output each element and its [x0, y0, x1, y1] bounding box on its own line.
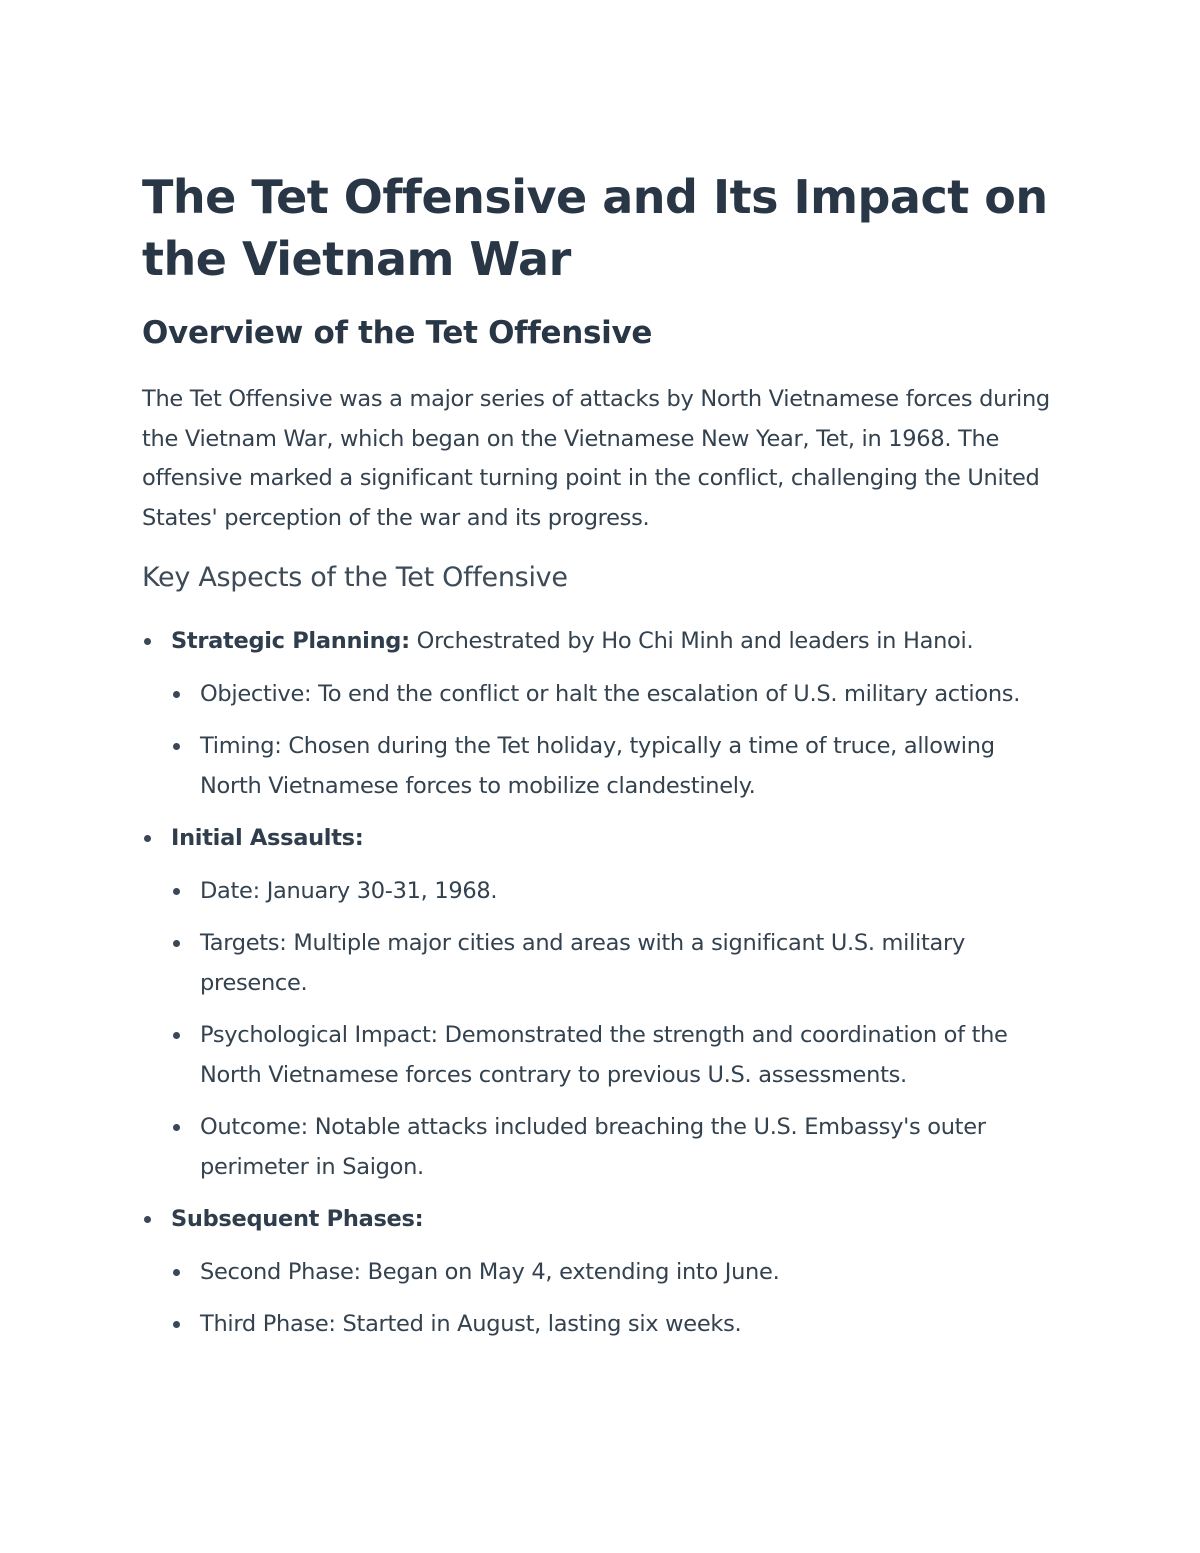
bullet-icon: [173, 743, 180, 750]
bullet-icon: [173, 888, 180, 895]
sublist-item: [171, 675, 1062, 715]
bullet-icon: [173, 1032, 180, 1039]
sublist-subsequent-phases: [171, 1253, 1062, 1345]
bullet-icon: [144, 835, 151, 842]
sublist-item-text: Date: January 30-31, 1968.: [200, 877, 498, 904]
sublist-item-text: Outcome: Notable attacks included breaching the U.S. Embassy's outer perimeter in Saigon.: [200, 1114, 986, 1180]
list-item-label: Initial Assaults:: [171, 825, 364, 851]
sublist-item-text: Timing: Chosen during the Tet holiday, typically a time of truce, allowing North Vietnamese forces to mobilize clandestinely.: [200, 733, 995, 799]
sublist-item: [171, 1305, 1062, 1345]
document-title: The Tet Offensive and Its Impact on the Vietnam War: [142, 170, 1048, 286]
sublist-item-text: Objective: To end the conflict or halt the escalation of U.S. military actions.: [200, 680, 1021, 707]
sublist-strategic-planning: [171, 675, 1062, 807]
list-item-text: Orchestrated by Ho Chi Minh and leaders in Hanoi.: [409, 628, 974, 654]
list-item-label: Strategic Planning:: [171, 628, 410, 654]
bullet-icon: [173, 1124, 180, 1131]
sublist-item: [171, 924, 1062, 1003]
sublist-item: [171, 727, 1062, 806]
sublist-item-text: Targets: Multiple major cities and areas with a significant U.S. military presence.: [200, 930, 965, 996]
sublist-item-text: Third Phase: Started in August, lasting six weeks.: [200, 1311, 742, 1337]
key-aspects-heading: Key Aspects of the Tet Offensive: [142, 562, 568, 593]
key-aspects-list: [142, 622, 1062, 1345]
bullet-icon: [144, 638, 151, 645]
list-item-subsequent-phases: [142, 1200, 1062, 1345]
intro-paragraph: The Tet Offensive was a major series of attacks by North Vietnamese forces during the Vietnam War, which began on the Vietnamese New Year, Tet, in 1968. The offensive marked a significant turning point in the conflict, challenging the United States' perception of the war and its progress.: [142, 386, 1050, 531]
sublist-item-text: Second Phase: Began on May 4, extending into June.: [200, 1258, 780, 1285]
sublist-item: [171, 1108, 1062, 1187]
document-page: [142, 166, 1062, 1358]
list-item-label: Subsequent Phases:: [171, 1206, 424, 1232]
list-item-initial-assaults: [142, 819, 1062, 1187]
sublist-item: [171, 872, 1062, 912]
bullet-icon: [144, 1216, 151, 1223]
sublist-item: [171, 1016, 1062, 1095]
bullet-icon: [173, 1321, 180, 1328]
section-heading: Overview of the Tet Offensive: [142, 315, 653, 351]
list-item-strategic-planning: [142, 622, 1062, 806]
bullet-icon: [173, 940, 180, 947]
bullet-icon: [173, 691, 180, 698]
sublist-item-text: Psychological Impact: Demonstrated the strength and coordination of the North Vietnamese forces contrary to previous U.S. assessments.: [200, 1022, 1008, 1088]
sublist-initial-assaults: [171, 872, 1062, 1188]
sublist-item: [171, 1253, 1062, 1293]
bullet-icon: [173, 1269, 180, 1276]
